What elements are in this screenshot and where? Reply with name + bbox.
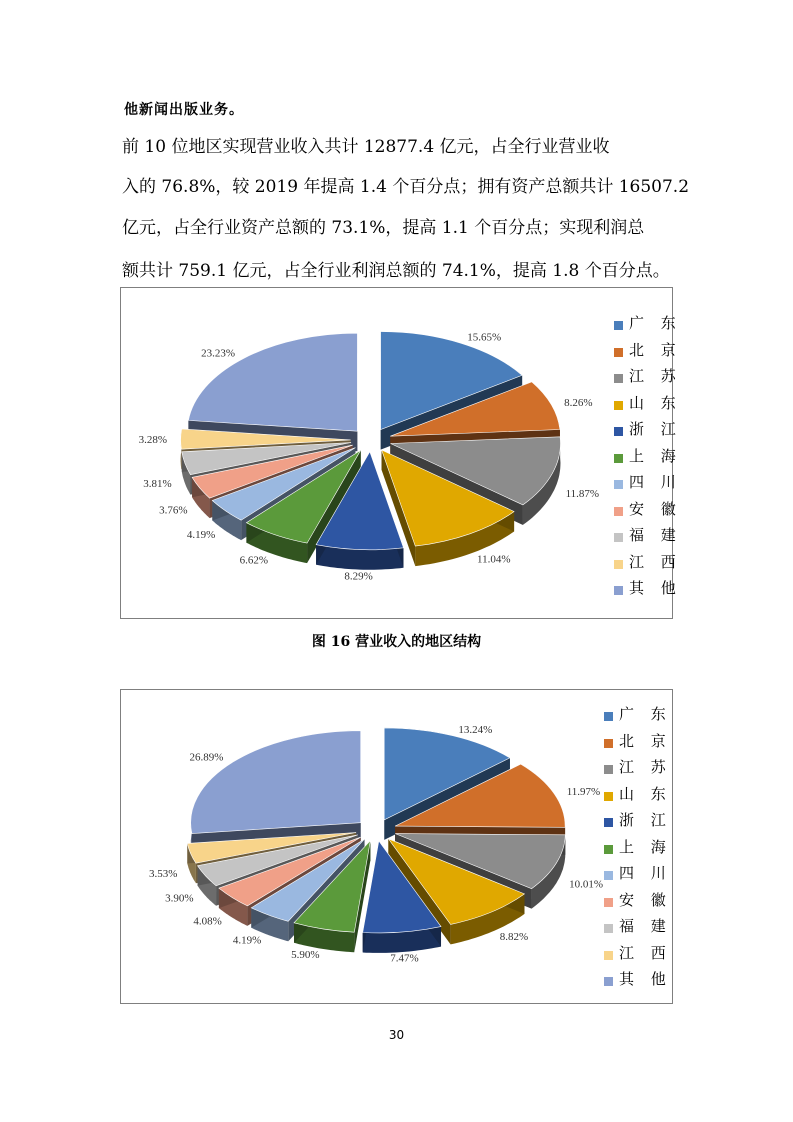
legend-swatch-6 — [604, 871, 613, 880]
data-label-7: 3.76% — [159, 504, 188, 517]
data-label-2: 11.87% — [565, 488, 600, 501]
legend-label-1: 北 京 — [629, 340, 682, 359]
data-label-5: 5.90% — [291, 949, 320, 962]
data-label-9: 3.53% — [148, 868, 178, 881]
text-line-0: 他新闻出版业务。 — [124, 102, 244, 118]
data-label-6: 4.19% — [232, 934, 262, 947]
legend-swatch-3 — [614, 401, 623, 410]
legend-swatch-10 — [604, 977, 613, 986]
legend-swatch-9 — [604, 951, 613, 960]
legend-label-5: 上 海 — [619, 837, 672, 856]
data-label-7: 4.08% — [193, 915, 222, 928]
legend-swatch-7 — [604, 898, 613, 907]
legend-label-10: 其 他 — [619, 970, 672, 988]
paragraph-line-1: 前 10 位地区实现营业收入共计 12877.4 亿元，占全行业营业收 — [122, 137, 610, 157]
legend-swatch-1 — [614, 348, 623, 357]
legend-label-7: 安 徽 — [619, 890, 672, 909]
legend-label-4: 浙 江 — [629, 420, 682, 438]
data-label-8: 3.81% — [143, 478, 172, 490]
legend-swatch-1 — [604, 739, 613, 748]
revenue-region-pie-chart — [120, 287, 682, 619]
legend-label-2: 江 苏 — [629, 367, 682, 385]
legend-label-3: 山 东 — [619, 784, 672, 803]
legend-label-0: 广 东 — [619, 705, 672, 723]
data-label-0: 13.24% — [458, 724, 493, 736]
legend-swatch-3 — [604, 792, 613, 801]
legend-label-5: 上 海 — [629, 446, 682, 465]
data-label-2: 10.01% — [569, 878, 604, 891]
pie-chart-svg-1 — [121, 288, 672, 618]
data-label-3: 8.82% — [499, 930, 529, 943]
data-label-8: 3.90% — [165, 892, 194, 905]
legend-swatch-4 — [614, 427, 623, 436]
legend-label-9: 江 西 — [629, 552, 682, 571]
data-label-6: 4.19% — [186, 529, 216, 541]
page-number: 30 — [388, 1028, 405, 1042]
data-label-9: 3.28% — [138, 434, 167, 446]
legend-label-0: 广 东 — [629, 314, 682, 332]
paragraph-line-3: 亿元，占全行业资产总额的 73.1%，提高 1.1 个百分点；实现利润总 — [122, 218, 645, 238]
legend-label-2: 江 苏 — [619, 758, 672, 776]
legend-swatch-4 — [604, 818, 613, 827]
legend-swatch-2 — [604, 765, 613, 774]
data-label-5: 6.62% — [239, 554, 268, 567]
legend-label-4: 浙 江 — [619, 811, 672, 829]
data-label-4: 7.47% — [390, 952, 419, 965]
legend-swatch-5 — [604, 845, 613, 854]
data-label-0: 15.65% — [467, 331, 502, 344]
legend-swatch-0 — [614, 321, 623, 330]
paragraph-line-4: 额共计 759.1 亿元，占全行业利润总额的 74.1%，提高 1.8 个百分点。 — [122, 261, 670, 281]
pie-slice-10 — [191, 731, 361, 834]
legend-swatch-10 — [614, 586, 623, 595]
data-label-10: 26.89% — [189, 751, 224, 764]
legend-label-10: 其 他 — [629, 579, 682, 597]
legend-swatch-9 — [614, 560, 623, 569]
legend-label-1: 北 京 — [619, 731, 672, 750]
legend-label-8: 福 建 — [629, 526, 682, 544]
legend-label-6: 四 川 — [619, 864, 672, 882]
legend-swatch-0 — [604, 712, 613, 721]
legend-label-3: 山 东 — [629, 393, 682, 412]
pie-chart-svg-2 — [121, 690, 672, 1003]
legend-swatch-7 — [614, 507, 623, 516]
legend-swatch-6 — [614, 480, 623, 489]
legend-label-8: 福 建 — [619, 917, 672, 935]
legend-swatch-2 — [614, 374, 623, 383]
data-label-10: 23.23% — [201, 347, 235, 360]
data-label-3: 11.04% — [477, 553, 511, 566]
paragraph-line-2: 入的 76.8%，较 2019 年提高 1.4 个百分点；拥有资产总额共计 16507.2 — [122, 177, 690, 197]
data-label-4: 8.29% — [344, 570, 373, 583]
figure-caption: 图 16 营业收入的地区结构 — [311, 634, 482, 650]
second-region-pie-chart — [120, 689, 673, 1004]
legend-swatch-5 — [614, 454, 623, 463]
legend-swatch-8 — [604, 924, 613, 933]
data-label-1: 11.97% — [566, 785, 601, 798]
legend-swatch-8 — [614, 533, 623, 542]
data-label-1: 8.26% — [564, 397, 593, 410]
legend-label-7: 安 徽 — [629, 499, 682, 518]
legend-label-9: 江 西 — [619, 943, 672, 962]
legend-label-6: 四 川 — [629, 473, 682, 491]
